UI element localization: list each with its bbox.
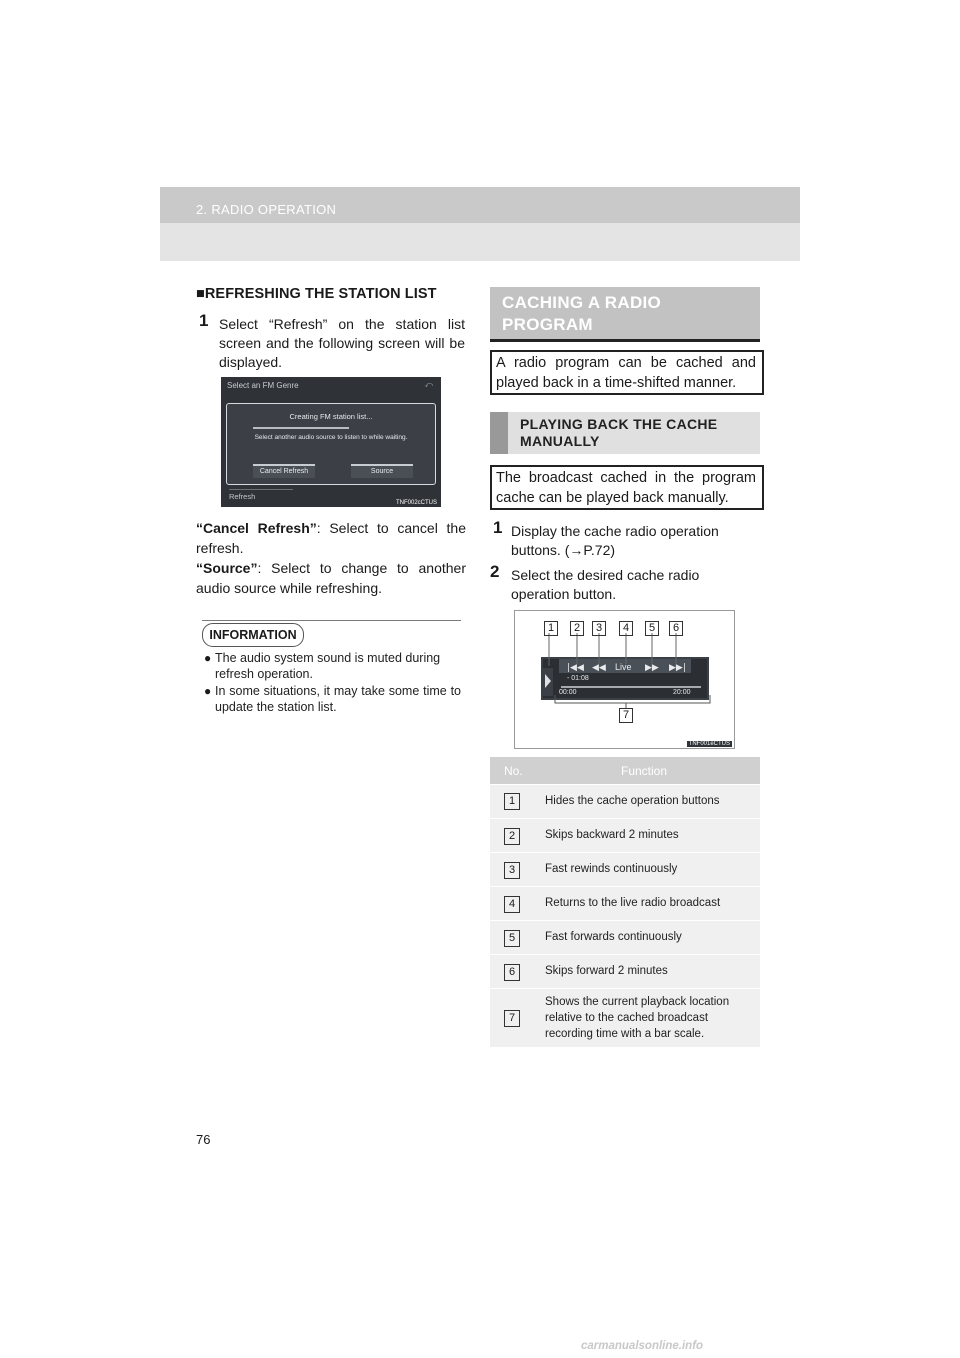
table-row: 4 Returns to the live radio broadcast [490, 886, 760, 920]
cache-controls-image [514, 610, 735, 749]
svg-text:|◀◀: |◀◀ [567, 663, 584, 673]
cancel-refresh-button[interactable]: Cancel Refresh [253, 464, 315, 478]
callout-1: 1 [544, 621, 558, 636]
step-1-text: Display the cache radio operation buttons. (→P.72) [511, 523, 719, 558]
step-2-text: Select the desired cache radio operation button. [511, 567, 700, 602]
callout-2: 2 [570, 621, 584, 636]
refresh-dialog [226, 403, 436, 485]
page-number: 76 [196, 1132, 211, 1147]
section-heading: CACHING A RADIO PROGRAM [490, 287, 760, 342]
source-description: “Source”: Select to change to another audio source while refreshing. [196, 560, 466, 596]
callout-4: 4 [619, 621, 633, 636]
image-caption: TNF002cCTUS [395, 500, 437, 506]
table-header [490, 757, 760, 784]
dialog-hint-text: Select another audio source to listen to while waiting. [254, 434, 408, 441]
chapter-title: 2. RADIO OPERATION [196, 202, 337, 217]
sub-intro-box: The broadcast cached in the program cache can be played back manually. [490, 465, 764, 510]
header-no: No. [504, 764, 523, 778]
information-label: INFORMATION [202, 623, 304, 647]
callout-3: 3 [592, 621, 606, 636]
time-offset: - 01:08 [567, 675, 589, 682]
refresh-item[interactable]: Refresh [229, 489, 293, 501]
time-end: 20:00 [673, 689, 691, 696]
step-2-number: 2 [490, 562, 500, 581]
screen-title: Select an FM Genre [227, 381, 299, 390]
callout-6: 6 [669, 621, 683, 636]
function-table [490, 757, 760, 1047]
svg-text:▶▶|: ▶▶| [669, 663, 686, 673]
table-row: 6 Skips forward 2 minutes [490, 954, 760, 988]
bullet-icon: ● [204, 651, 212, 665]
svg-text:▶▶: ▶▶ [645, 663, 659, 673]
footer-watermark: carmanualsonline.info [581, 1340, 704, 1352]
table-row: 2 Skips backward 2 minutes [490, 818, 760, 852]
bullet-icon: ● [204, 684, 212, 698]
section-title: ■REFRESHING THE STATION LIST [196, 286, 437, 302]
table-row: 1 Hides the cache operation buttons [490, 784, 760, 818]
header-function: Function [621, 764, 668, 778]
live-button[interactable]: Live [615, 662, 632, 672]
intro-box: A radio program can be cached and played back in a time-shifted manner. [490, 350, 764, 395]
dialog-progress-bar [253, 427, 349, 429]
step-1-number: 1 [199, 311, 209, 330]
cancel-refresh-description: “Cancel Refresh”: Select to cancel the refresh. [196, 520, 466, 556]
subsection-heading: PLAYING BACK THE CACHE MANUALLY [490, 412, 760, 454]
image-caption: TNF001eCTUS [688, 741, 730, 747]
callout-5: 5 [645, 621, 659, 636]
time-start: 00:00 [559, 689, 577, 696]
svg-text:◀◀: ◀◀ [592, 663, 606, 673]
page-header-band [160, 223, 800, 261]
table-row: 7 Shows the current playback location relative to the cached broadcast recording time with a bar scale. [490, 988, 760, 1047]
info-item: In some situations, it may take some time to update the station list. [215, 684, 461, 714]
refresh-screen-image [221, 377, 441, 507]
back-icon: ⤺ [424, 380, 433, 389]
info-item: The audio system sound is muted during refresh operation. [215, 651, 441, 681]
step-1-number: 1 [493, 518, 503, 537]
source-button[interactable]: Source [351, 464, 413, 478]
callout-7: 7 [619, 708, 633, 723]
table-row: 5 Fast forwards continuously [490, 920, 760, 954]
dialog-status-text: Creating FM station list... [289, 412, 373, 421]
table-row: 3 Fast rewinds continuously [490, 852, 760, 886]
subsection-tab [490, 412, 508, 454]
step-1-text: Select “Refresh” on the station list screen and the following screen will be displayed. [219, 316, 465, 370]
